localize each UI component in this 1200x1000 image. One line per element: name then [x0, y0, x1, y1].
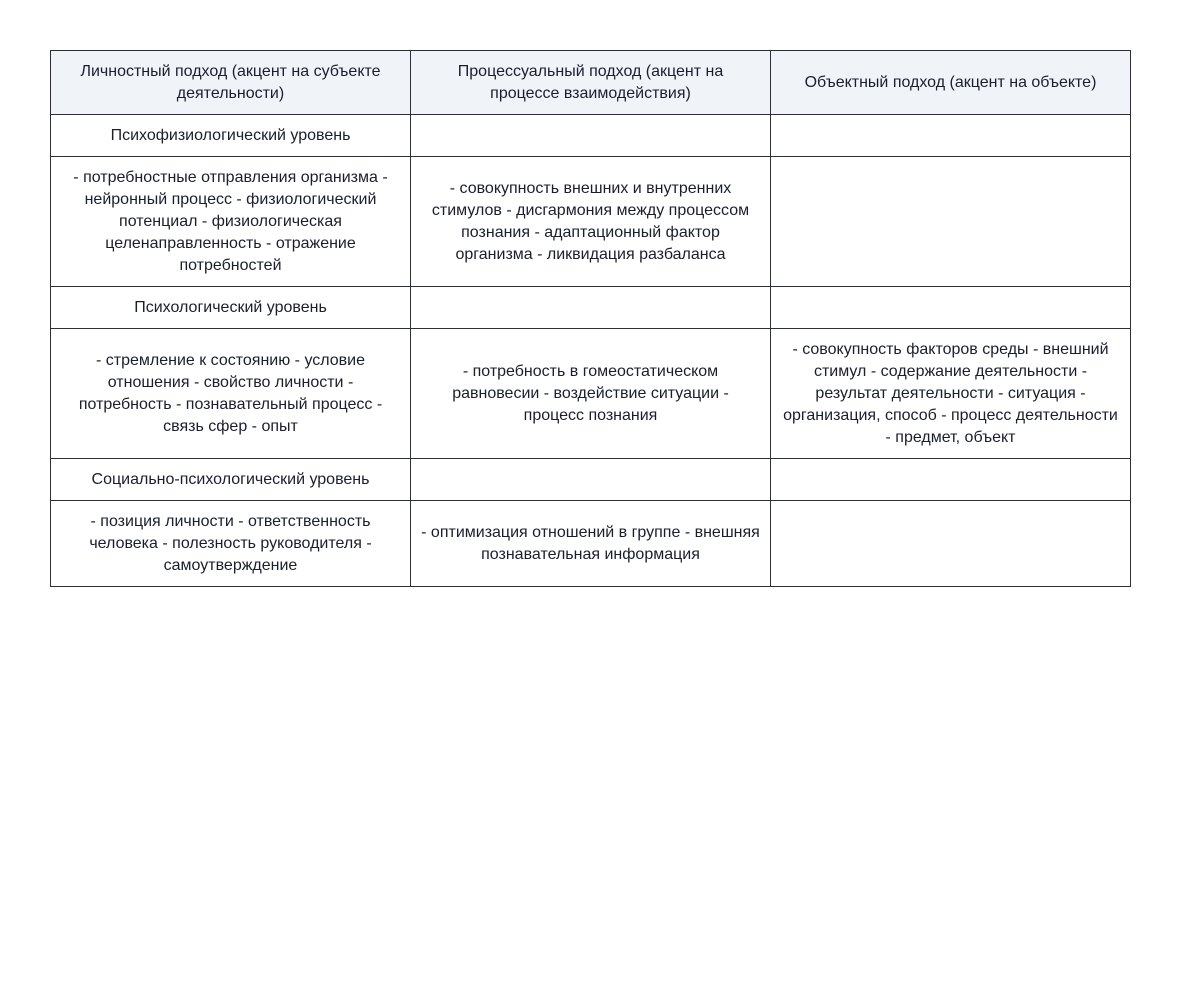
- header-personal-approach: Личностный подход (акцент на субъекте деятельности): [51, 51, 411, 115]
- level-name: Социально-психологический уровень: [51, 459, 411, 501]
- level-row-socio-psychological: [51, 459, 1131, 501]
- approaches-table: [50, 50, 1131, 587]
- header-process-approach: Процессуальный подход (акцент на процессе взаимодействия): [411, 51, 771, 115]
- table-cell: - потребность в гомеостатическом равновесии - воздействие ситуации - процесс познания: [411, 329, 771, 459]
- table-cell: - оптимизация отношений в группе - внешняя познавательная информация: [411, 501, 771, 587]
- empty-cell: [771, 115, 1131, 157]
- table-cell: - позиция личности - ответственность человека - полезность руководителя - самоутверждение: [51, 501, 411, 587]
- table-cell: - потребностные отправления организма - нейронный процесс - физиологический потенциал - физиологическая целенаправленность - отражение потребностей: [51, 157, 411, 287]
- empty-cell: [411, 115, 771, 157]
- table-row: [51, 329, 1131, 459]
- table-cell: [771, 501, 1131, 587]
- empty-cell: [411, 459, 771, 501]
- header-row: [51, 51, 1131, 115]
- empty-cell: [771, 287, 1131, 329]
- table-cell: - стремление к состоянию - условие отношения - свойство личности - потребность - познавательный процесс - связь сфер - опыт: [51, 329, 411, 459]
- table-cell: [771, 157, 1131, 287]
- table-row: [51, 157, 1131, 287]
- level-row-psychophysiological: [51, 115, 1131, 157]
- level-name: Психологический уровень: [51, 287, 411, 329]
- empty-cell: [411, 287, 771, 329]
- level-name: Психофизиологический уровень: [51, 115, 411, 157]
- header-object-approach: Объектный подход (акцент на объекте): [771, 51, 1131, 115]
- table-cell: - совокупность внешних и внутренних стимулов - дисгармония между процессом познания - адаптационный фактор организма - ликвидация разбаланса: [411, 157, 771, 287]
- empty-cell: [771, 459, 1131, 501]
- table-row: [51, 501, 1131, 587]
- document-body: [50, 50, 1131, 587]
- level-row-psychological: [51, 287, 1131, 329]
- table-cell: - совокупность факторов среды - внешний стимул - содержание деятельности - результат деятельности - ситуация - организация, способ - процесс деятельности - предмет, объект: [771, 329, 1131, 459]
